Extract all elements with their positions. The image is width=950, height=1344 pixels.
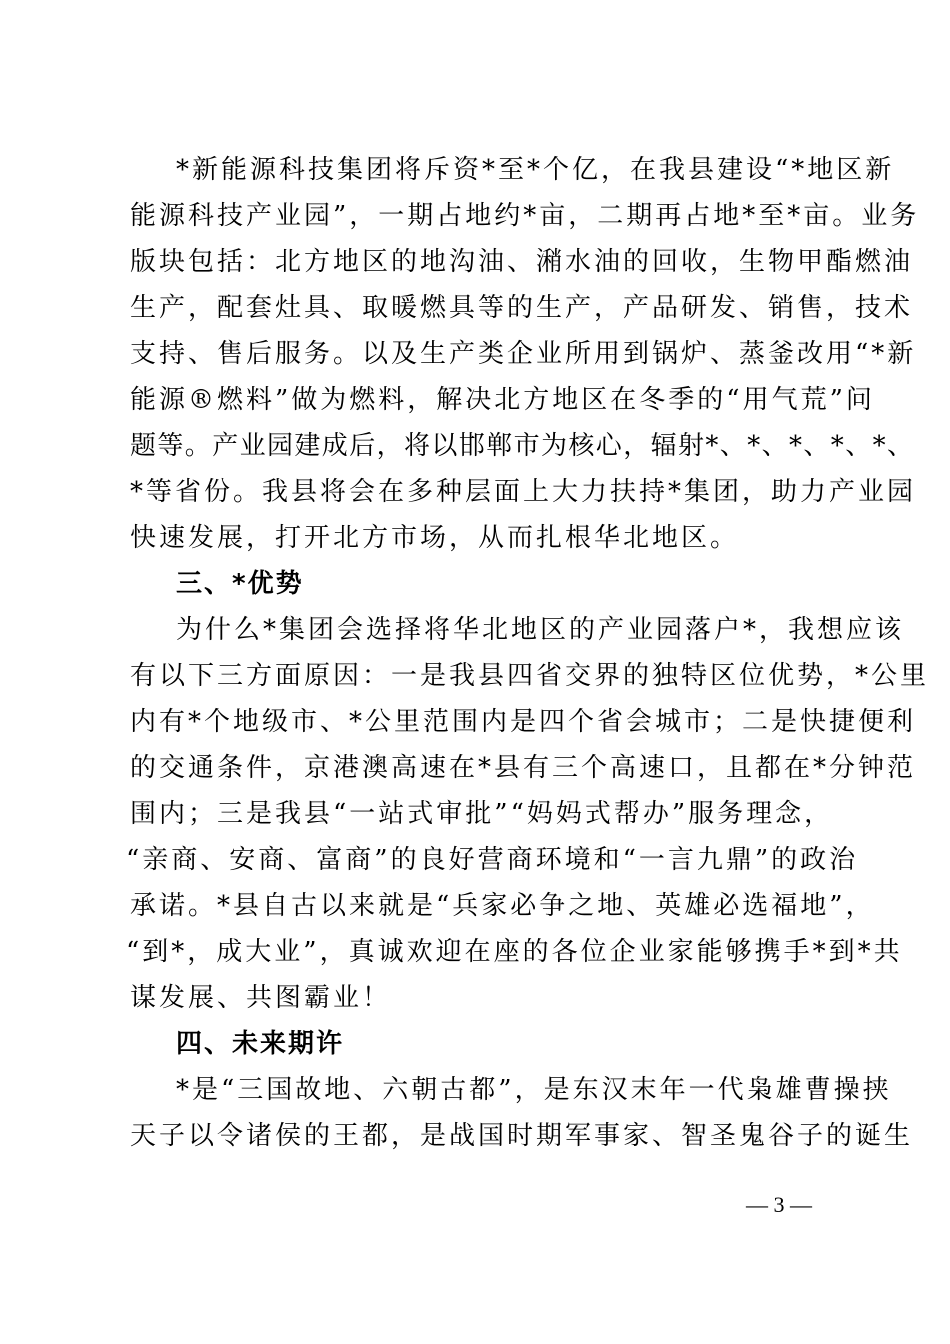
paragraph-line: *是“三国故地、六朝古都”，是东汉末年一代枭雄曹操挟	[176, 1075, 892, 1105]
paragraph-line: 能源®燃料”做为燃料，解决北方地区在冬季的“用气荒”问	[130, 385, 875, 415]
paragraph-line: 生产，配套灶具、取暖燃具等的生产，产品研发、销售，技术	[130, 293, 914, 323]
paragraph-line: 题等。产业园建成后，将以邯郸市为核心，辐射*、*、*、*、*、	[130, 431, 915, 461]
paragraph-line: “到*，成大业”，真诚欢迎在座的各位企业家能够携手*到*共	[126, 937, 903, 967]
paragraph-line: 能源科技产业园”，一期占地约*亩，二期再占地*至*亩。业务	[130, 201, 920, 231]
paragraph-line: *新能源科技集团将斥资*至*个亿，在我县建设“*地区新	[176, 155, 895, 185]
paragraph-line: *等省份。我县将会在多种层面上大力扶持*集团，助力产业园	[130, 477, 917, 507]
paragraph-line: 内有*个地级市、*公里范围内是四个省会城市；二是快捷便利	[130, 707, 917, 737]
section-heading-advantages: 三、*优势	[176, 569, 304, 599]
paragraph-line: 谋发展、共图霸业！	[130, 983, 392, 1013]
paragraph-line: 天子以令诸侯的王都，是战国时期军事家、智圣鬼谷子的诞生	[130, 1121, 914, 1151]
paragraph-line: 的交通条件，京港澳高速在*县有三个高速口，且都在*分钟范	[130, 753, 917, 783]
paragraph-line: 快速发展，打开北方市场，从而扎根华北地区。	[130, 523, 740, 553]
page-number: — 3 —	[746, 1192, 812, 1217]
paragraph-line: 围内；三是我县“一站式审批”“妈妈式帮办”服务理念，	[130, 799, 834, 829]
paragraph-line: 有以下三方面原因：一是我县四省交界的独特区位优势，*公里	[130, 661, 930, 691]
paragraph-line: 支持、售后服务。以及生产类企业所用到锅炉、蒸釜改用“*新	[130, 339, 917, 369]
paragraph-line: 承诺。*县自古以来就是“兵家必争之地、英雄必选福地”，	[130, 891, 875, 921]
paragraph-line: “亲商、安商、富商”的良好营商环境和“一言九鼎”的政治	[126, 845, 859, 875]
paragraph-line: 为什么*集团会选择将华北地区的产业园落户*，我想应该	[176, 615, 905, 645]
paragraph-line: 版块包括：北方地区的地沟油、潲水油的回收，生物甲酯燃油	[130, 247, 914, 277]
section-heading-future: 四、未来期许	[176, 1029, 345, 1059]
